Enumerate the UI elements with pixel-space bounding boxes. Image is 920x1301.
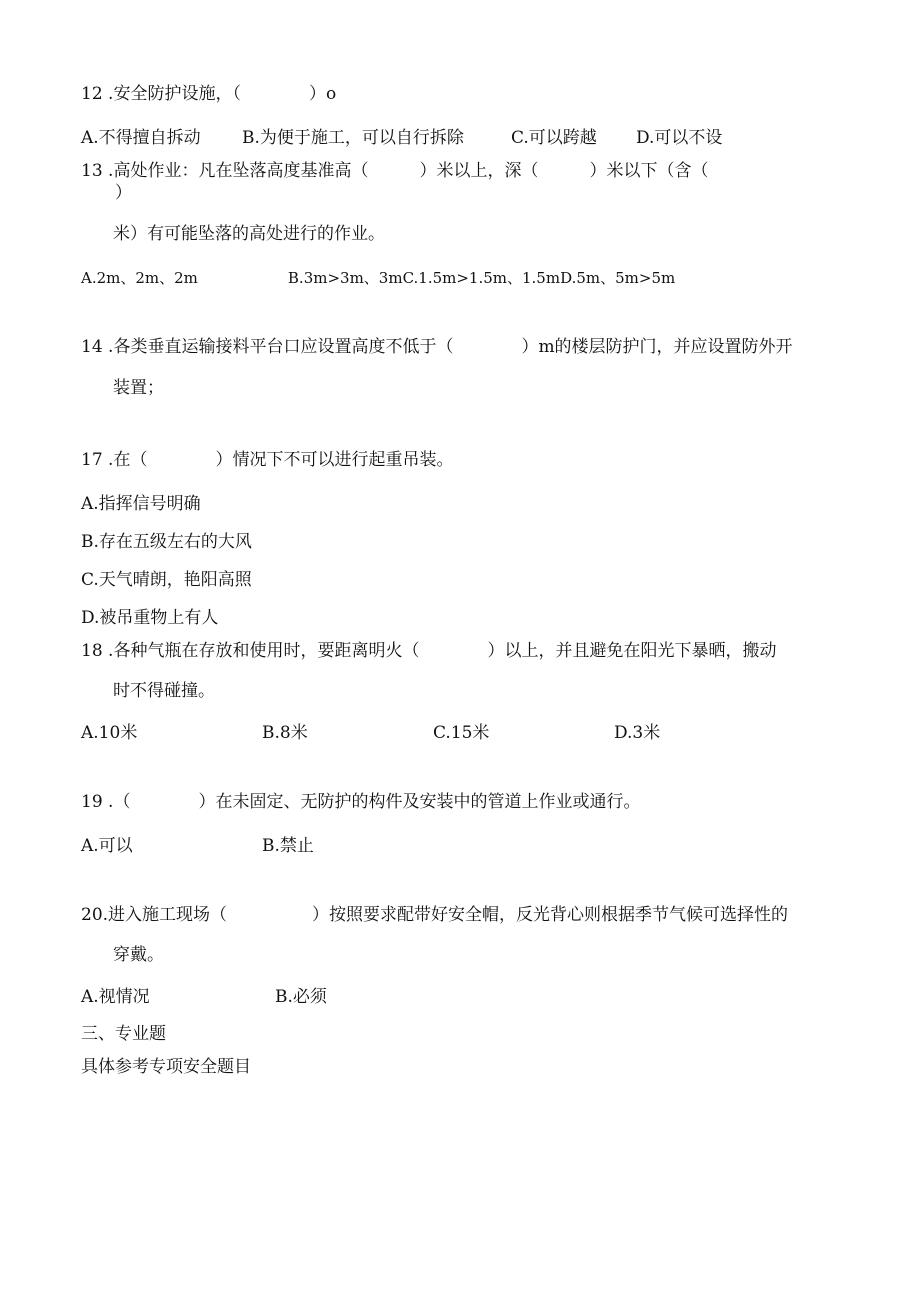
- question-18-option-d: D.3米: [614, 723, 661, 743]
- question-18-stem-line1: 18 .各种气瓶在存放和使用时，要距离明火（ ）以上，并且避免在阳光下暴晒，搬动: [81, 641, 777, 661]
- question-14-stem-line2: 装置；: [113, 378, 164, 398]
- question-13-stem-line1: 13 .高处作业：凡在坠落高度基准高（ ）米以上，深（ ）米以下（含（: [81, 161, 709, 181]
- question-19-option-b: B.禁止: [262, 836, 314, 856]
- question-20-option-b: B.必须: [275, 987, 327, 1007]
- question-18-stem-line2: 时不得碰撞。: [113, 681, 215, 701]
- question-12-option-a: A.不得擅自拆动: [81, 128, 201, 148]
- question-17-option-c: C.天气晴朗，艳阳高照: [81, 570, 252, 590]
- section-3-heading: 三、专业题: [81, 1024, 166, 1044]
- question-13-options: A.2m、2m、2m B.3m>3m、3mC.1.5m>1.5m、1.5mD.5m、5m>5m: [81, 269, 676, 287]
- question-20-stem-line2: 穿戴。: [113, 945, 164, 965]
- section-3-note: 具体参考专项安全题目: [81, 1057, 251, 1077]
- question-19-stem: 19 .（ ）在未固定、无防护的构件及安装中的管道上作业或通行。: [81, 792, 641, 812]
- question-14-stem-line1: 14 .各类垂直运输接料平台口应设置高度不低于（ ）m的楼层防护门，并应设置防外开: [81, 337, 793, 357]
- question-13-stem-line3: 米）有可能坠落的高处进行的作业。: [113, 224, 385, 244]
- question-17-option-d: D.被吊重物上有人: [81, 608, 219, 628]
- question-20-stem-line1: 20.进入施工现场（ ）按照要求配带好安全帽，反光背心则根据季节气候可选择性的: [81, 905, 789, 925]
- question-18-option-b: B.8米: [262, 723, 308, 743]
- question-12-option-d: D.可以不设: [636, 128, 723, 148]
- question-17-option-b: B.存在五级左右的大风: [81, 532, 252, 552]
- question-18-option-a: A.10米: [81, 723, 138, 743]
- question-19-option-a: A.可以: [81, 836, 133, 856]
- question-17-option-a: A.指挥信号明确: [81, 494, 201, 514]
- question-13-stem-line2: ）: [115, 183, 132, 203]
- question-20-option-a: A.视情况: [81, 987, 150, 1007]
- question-12-option-c: C.可以跨越: [511, 128, 597, 148]
- question-12-stem: 12 .安全防护设施，（ ）o: [81, 84, 337, 104]
- question-18-option-c: C.15米: [433, 723, 490, 743]
- question-12-option-b: B.为便于施工，可以自行拆除: [242, 128, 464, 148]
- question-17-stem: 17 .在（ ）情况下不可以进行起重吊装。: [81, 450, 454, 470]
